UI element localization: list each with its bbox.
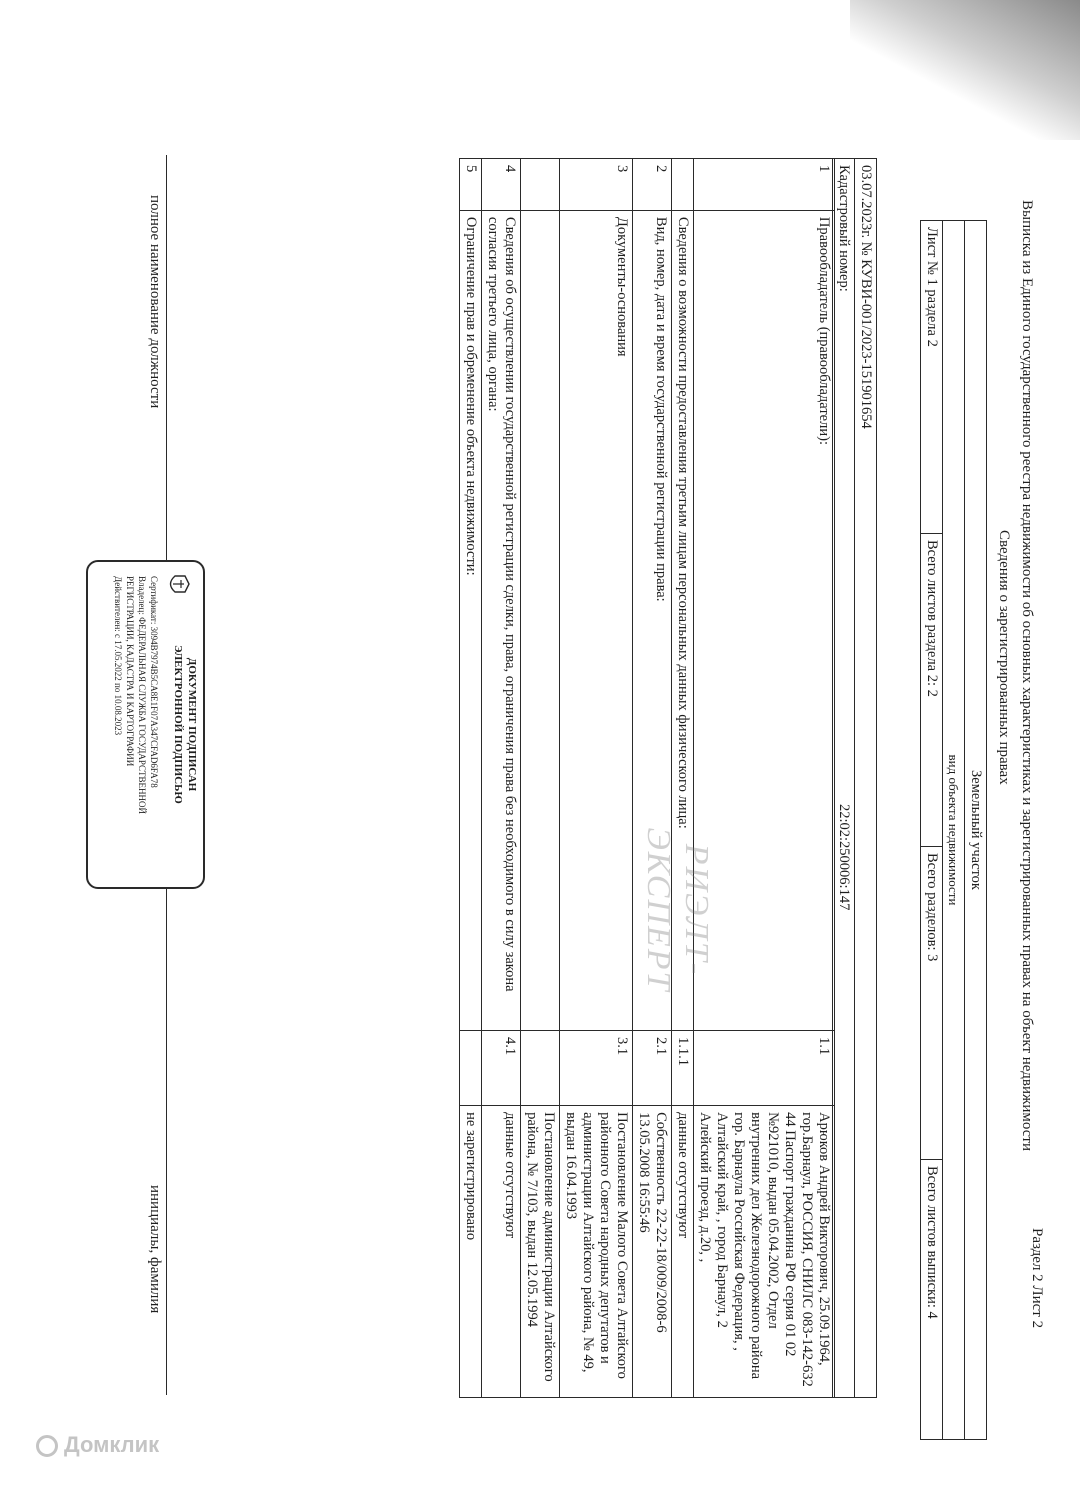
position-caption: полное наименование должности [147,195,163,409]
row-label [521,210,560,1030]
request-number: 03.07.2023г. № КУВИ-001/2023-151901654 [855,159,877,1398]
table-row [460,159,482,1398]
row-number: 2 [633,159,672,211]
domklik-watermark [36,1432,159,1458]
stamp-certificate: Сертификат: 3094B7974B5CA8E1F07A347CFAD6FA78 [149,576,159,788]
row-label: Ограничение прав и обременение объекта недвижимости: [460,210,482,1030]
domklik-logo-icon [36,1435,58,1457]
row-subnumber: 1.1.1 [672,1030,694,1105]
row-label: Сведения об осуществлении государственной регистрации сделки, права, ограничения права без необходимого в силу закона согласия третьего лица, органа: [482,210,521,1030]
row-value: данные отсутствуют [672,1106,694,1398]
stamp-owner: Владелец: ФЕДЕРАЛЬНАЯ СЛУЖБА ГОСУДАРСТВЕННОЙ [137,576,147,815]
row-subnumber: 1.1 [694,1030,835,1105]
row-number: 1 [694,159,835,211]
object-type: Земельный участок [965,221,987,1440]
row-label: Вид, номер, дата и время государственной регистрации права: [633,210,672,1030]
sections-total: Всего разделов: 3 [921,847,943,1160]
stamp-line-2: ЭЛЕКТРОННОЙ ПОДПИСЬЮ [172,645,184,804]
object-type-caption: вид объекта недвижимости [943,221,965,1440]
e-signature-stamp [86,560,205,889]
section-subtitle: Сведения о зарегистрированных правах [996,530,1012,785]
table-row [633,159,672,1398]
table-row [482,159,521,1398]
row-value: Постановление Малого Совета Алтайского районного Совета народных депутатов и администрации Алтайского района, № 49, выдан 16.04.1993 [560,1106,633,1398]
row-number: 4 [482,159,521,211]
sheet-number: Лист № 1 раздела 2 [921,221,943,534]
rights-table [459,158,835,1398]
row-value: не зарегистрировано [460,1106,482,1398]
table-row [694,159,835,1398]
row-label: Правообладатель (правообладатели): [694,210,835,1030]
rotated-document [113,160,1045,1440]
row-subnumber: 4.1 [482,1030,521,1105]
stamp-line-1: ДОКУМЕНТ ПОДПИСАН [186,657,198,792]
document-title: Выписка из Единого государственного реестра недвижимости об основных характеристиках и зарегистрированных правах на объект недвижимости [1019,200,1035,1152]
table-row [521,159,560,1398]
domklik-text: Домклик [64,1432,160,1457]
row-value: Арюков Андрей Викторович, 25.09.1964, гор.Барнаул, РОССИЯ, СНИЛС 083-142-632 44 Паспорт гражданина РФ серия 01 02 №921010, выдан 05.04.2002, Отдел внутренних дел Железнодорожного района гор. Барнаула Российская Федерация, , Алтайский край, , город Барнаул, 2 Алейский проезд, д.20, , [694,1106,835,1398]
row-value: Постановление администрации Алтайского района, № 7/103, выдан 12.05.1994 [521,1106,560,1398]
row-label: Сведения о возможности предоставления третьим лицам персональных данных физического лица: [672,210,694,1030]
scan-corner-shadow [850,0,1080,140]
name-caption: инициалы, фамилия [147,1185,163,1314]
row-number [521,159,560,211]
cadastral-row [833,159,855,1398]
extract-sheets-total: Всего листов выписки: 4 [921,1160,943,1440]
object-type-table [920,220,987,1440]
watermark-text: РИЭЛТ-ЭКСПЕРТ [640,827,715,993]
row-label: Документы-основания [560,210,633,1030]
row-number: 3 [560,159,633,211]
sheets-in-section: Всего листов раздела 2: 2 [921,534,943,847]
row-number [672,159,694,211]
table-row [672,159,694,1398]
row-subnumber: 2.1 [633,1030,672,1105]
cadastral-label: Кадастровый номер: [836,165,852,292]
request-table [832,158,877,1398]
row-number: 5 [460,159,482,211]
row-subnumber [460,1030,482,1105]
table-row [560,159,633,1398]
row-subnumber [521,1030,560,1105]
cadastral-number: 22:02:250006:147 [836,804,852,911]
page-label: Раздел 2 Лист 2 [1029,1228,1045,1329]
stamp-owner-2: РЕГИСТРАЦИИ, КАДАСТРА И КАРТОГРАФИИ [125,576,135,767]
stamp-validity: Действителен: с 17.05.2022 по 10.08.2023 [113,576,123,736]
row-value: Собственность 22-22-18/009/2008-6 13.05.2008 16:55:46 [633,1106,672,1398]
row-value: данные отсутствуют [482,1106,521,1398]
row-subnumber: 3.1 [560,1030,633,1105]
